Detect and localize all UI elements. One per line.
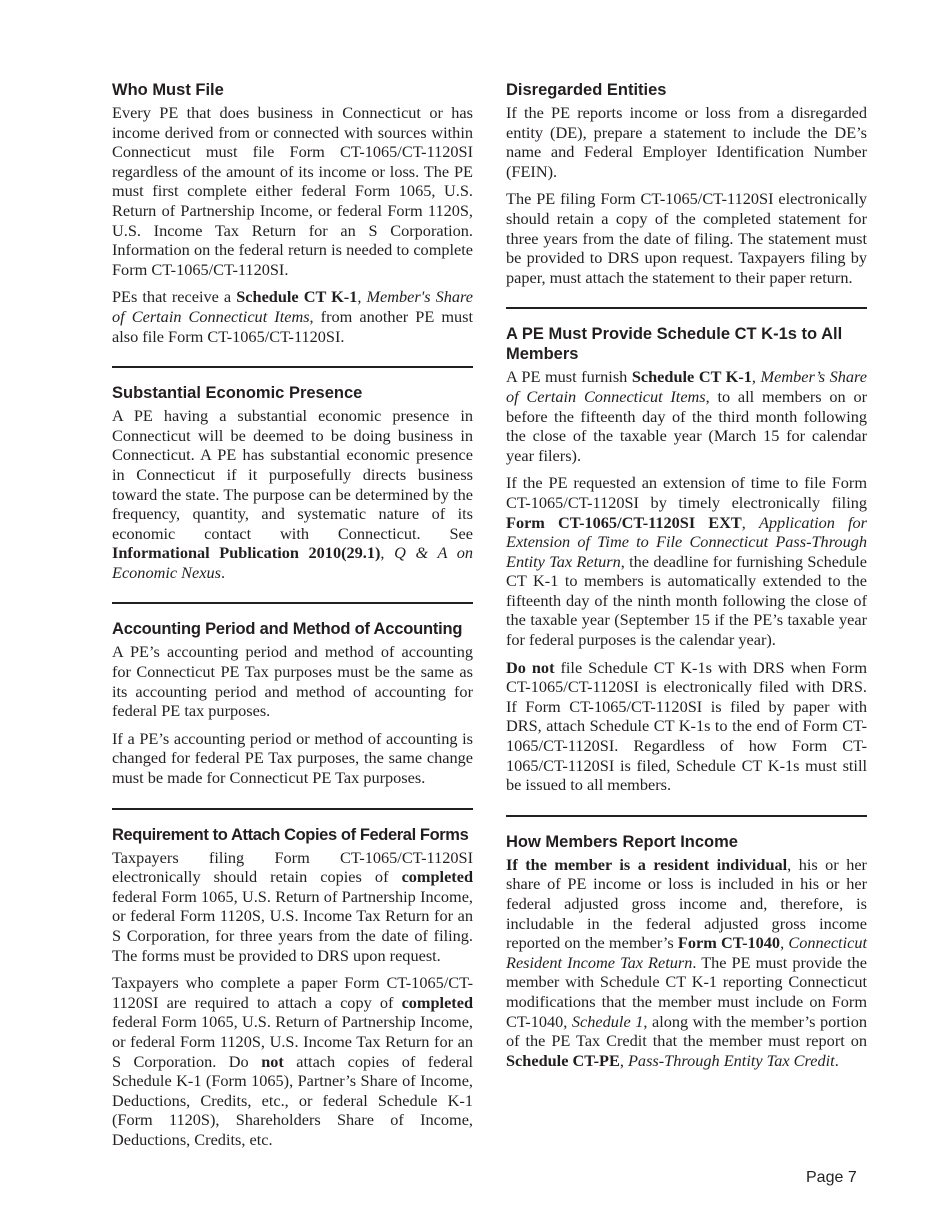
provide-k1-paragraph-2: If the PE requested an extension of time to file Form CT-1065/CT-1120SI by timely electronically filing Form CT-1065/CT-1120SI EXT, Application for Extension of Time to File Connecticut Pass-Through Entity Tax Return, the deadline for furnishing Schedule CT K-1 to members is automatically extended to the fifteenth day of the ninth month following the close of the taxable year (September 15 if the PE’s taxable year for federal purposes is the calendar year).	[506, 473, 867, 650]
left-column	[112, 80, 473, 1158]
accounting-period-paragraph-2: If a PE’s accounting period or method of accounting is changed for federal PE Tax purposes, the same change must be made for Connecticut PE Tax purposes.	[112, 728, 473, 788]
provide-k1-heading: A PE Must Provide Schedule CT K-1s to All Members	[506, 325, 843, 364]
provide-k1-paragraph-1: A PE must furnish Schedule CT K-1, Member’s Share of Certain Connecticut Items, to all members on or before the fifteenth day of the third month following the close of the taxable year (March 15 for calendar year filers).	[506, 367, 868, 465]
who-must-file-paragraph-1: Every PE that does business in Connecticut or has income derived from or connected with sources within Connecticut must file Form CT-1065/CT-1120SI regardless of the amount of its income or loss. The PE must first complete either federal Form 1065, U.S. Return of Partnership Income, or federal Form 1120S, U.S. Income Tax Return for an S Corporation. Information on the federal return is needed to complete Form CT-1065/CT-1120SI.	[112, 103, 473, 279]
section-divider	[506, 815, 867, 817]
federal-forms-paragraph-1: Taxpayers filing Form CT-1065/CT-1120SI electronically should retain copies of completed federal Form 1065, U.S. Return of Partnership Income, or federal Form 1120S, U.S. Income Tax Return for an S Corporation, for three years from the date of filing. The forms must be provided to DRS upon request.	[112, 847, 473, 965]
disregarded-paragraph-1: If the PE reports income or loss from a disregarded entity (DE), prepare a statement to include the DE’s name and Federal Employer Identification Number (FEIN).	[506, 103, 867, 181]
disregarded-paragraph-2: The PE filing Form CT-1065/CT-1120SI electronically should retain a copy of the completed statement for three years from the date of filing. The statement must be provided to DRS upon request. Taxpayers filing by paper, must attach the statement to their paper return.	[506, 189, 867, 287]
accounting-period-heading: Accounting Period and Method of Accounting	[112, 620, 463, 639]
page-number: Page 7	[806, 1169, 857, 1186]
who-must-file-paragraph-2: PEs that receive a Schedule CT K-1, Member's Share of Certain Connecticut Items, from another PE must also file Form CT-1065/CT-1120SI.	[112, 287, 474, 346]
section-provide-k1	[506, 324, 867, 794]
federal-forms-paragraph-2: Taxpayers who complete a paper Form CT-1065/CT-1120SI are required to attach a copy of completed federal Form 1065, U.S. Return of Partnership Income, or federal Form 1120S, U.S. Income Tax Return for an S Corporation. Do not attach copies of federal Schedule K-1 (Form 1065), Partner’s Share of Income, Deductions, Credits, etc., or federal Schedule K-1 (Form 1120S), Shareholders Share of Income, Deductions, Credits, etc.	[112, 973, 473, 1149]
section-divider	[112, 366, 473, 368]
right-column	[506, 80, 867, 1078]
section-divider	[112, 808, 473, 810]
section-who-must-file	[112, 80, 473, 346]
disregarded-heading: Disregarded Entities	[506, 81, 667, 99]
section-divider	[506, 307, 867, 309]
who-must-file-heading: Who Must File	[112, 81, 224, 99]
members-report-paragraph: If the member is a resident individual, his or her share of PE income or loss is included in his or her federal adjusted gross income and, therefore, is includable in the federal adjusted gross income reported on the member’s Form CT-1040, Connecticut Resident Income Tax Return. The PE must provide the member with Schedule CT K-1 reporting Connecticut modifications that the member must include on Form CT-1040, Schedule 1, along with the member’s portion of the PE Tax Credit that the member must report on Schedule CT-PE, Pass-Through Entity Tax Credit.	[506, 854, 867, 1070]
substantial-presence-heading: Substantial Economic Presence	[112, 384, 363, 403]
section-substantial-economic-presence	[112, 383, 473, 582]
section-divider	[112, 602, 473, 604]
section-accounting-period	[112, 619, 473, 787]
members-report-heading: How Members Report Income	[506, 832, 738, 851]
federal-forms-heading: Requirement to Attach Copies of Federal Forms	[112, 825, 469, 844]
section-disregarded-entities	[506, 80, 867, 287]
section-federal-forms	[112, 825, 473, 1150]
provide-k1-paragraph-3: Do not file Schedule CT K-1s with DRS when Form CT-1065/CT-1120SI is electronically filed with DRS. If Form CT-1065/CT-1120SI is filed by paper with DRS, attach Schedule CT K-1s to the end of Form CT-1065/CT-1120SI. Regardless of how Form CT-1065/CT-1120SI is filed, Schedule CT K-1s must still be issued to all members.	[506, 657, 867, 795]
substantial-presence-paragraph: A PE having a substantial economic presence in Connecticut will be deemed to be doing business in Connecticut. A PE has substantial economic presence in Connecticut if it purposefully directs business toward the state. The purpose can be determined by the frequency, quantity, and systematic nature of its economic contact with Connecticut. See Informational Publication 2010(29.1), Q & A on Economic Nexus.	[112, 406, 473, 582]
section-members-report-income	[506, 832, 867, 1071]
accounting-period-paragraph-1: A PE’s accounting period and method of accounting for Connecticut PE Tax purposes must be the same as its accounting period and method of accounting for federal PE tax purposes.	[112, 642, 473, 721]
